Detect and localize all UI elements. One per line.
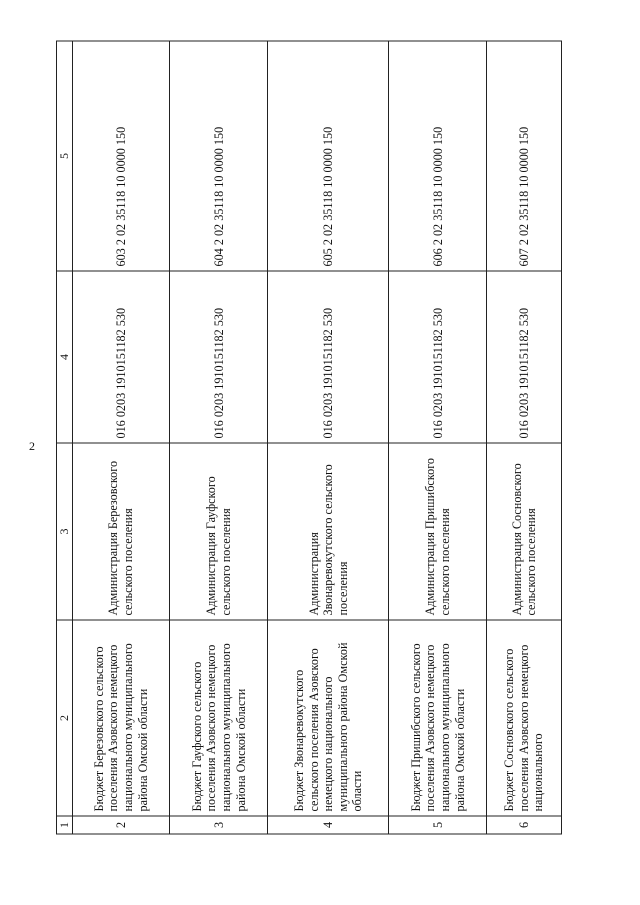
budget-name: Бюджет Сосновского сельского поселения Азовского немецкого национального (487, 620, 562, 816)
table-row (487, 41, 562, 834)
budget-table (56, 40, 562, 834)
table-row (389, 41, 487, 834)
administrator-name: Администрация Березовского сельского поселения (72, 443, 170, 620)
administrator-name: Администрация Сосновского сельского поселения (487, 443, 562, 620)
header-col-2: 2 (57, 620, 73, 816)
budget-name: Бюджет Пришибского сельского поселения Азовского немецкого национального муниципального района Омской области (389, 620, 487, 816)
revenue-code: 607 2 02 35118 10 0000 150 (487, 41, 562, 271)
row-number: 3 (170, 816, 268, 834)
revenue-code: 606 2 02 35118 10 0000 150 (389, 41, 487, 271)
table-row (268, 41, 389, 834)
page-number: 2 (29, 439, 35, 453)
header-col-4: 4 (57, 271, 73, 443)
administrator-name: Администрация Пришибского сельского поселения (389, 443, 487, 620)
table-row (170, 41, 268, 834)
budget-name: Бюджет Звонаревокутского сельского поселения Азовского немецкого национального муниципального района Омской области (268, 620, 389, 816)
budget-name: Бюджет Гауфского сельского поселения Азовского немецкого национального муниципального района Омской области (170, 620, 268, 816)
row-number: 4 (268, 816, 389, 834)
budget-name: Бюджет Березовского сельского поселения Азовского немецкого национального муниципального района Омской области (72, 620, 170, 816)
row-number: 2 (72, 816, 170, 834)
administrator-name: Администрация Гауфского сельского поселения (170, 443, 268, 620)
row-number: 5 (389, 816, 487, 834)
header-col-5: 5 (57, 41, 73, 271)
rotated-table-container (56, 41, 562, 834)
classification-code: 016 0203 1910151182 530 (389, 271, 487, 443)
classification-code: 016 0203 1910151182 530 (170, 271, 268, 443)
header-col-1: 1 (57, 816, 73, 834)
header-col-3: 3 (57, 443, 73, 620)
classification-code: 016 0203 1910151182 530 (487, 271, 562, 443)
table-header-row (57, 41, 73, 834)
revenue-code: 605 2 02 35118 10 0000 150 (268, 41, 389, 271)
revenue-code: 604 2 02 35118 10 0000 150 (170, 41, 268, 271)
classification-code: 016 0203 1910151182 530 (72, 271, 170, 443)
table-row (72, 41, 170, 834)
classification-code: 016 0203 1910151182 530 (268, 271, 389, 443)
revenue-code: 603 2 02 35118 10 0000 150 (72, 41, 170, 271)
row-number: 6 (487, 816, 562, 834)
administrator-name: Администрация Звонаревокутского сельского поселения (268, 443, 389, 620)
